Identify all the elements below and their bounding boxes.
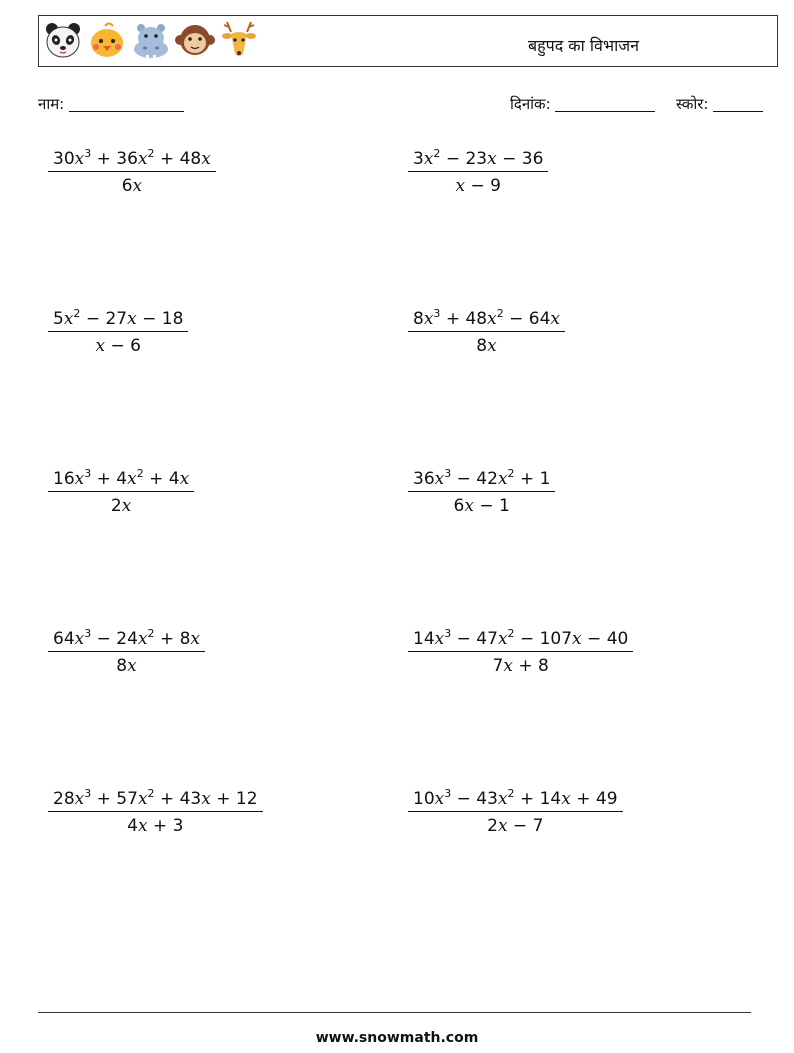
fraction <box>408 148 548 197</box>
fraction <box>408 628 633 677</box>
date-blank[interactable] <box>555 97 655 112</box>
worksheet-title: बहुपद का विभाजन <box>528 36 640 55</box>
problem-1 <box>48 148 216 197</box>
denominator: 8x <box>476 336 497 356</box>
denominator: 2x − 7 <box>487 816 544 836</box>
denominator: 6x <box>121 176 143 196</box>
denominator: 6x − 1 <box>453 496 510 516</box>
problem-10 <box>408 788 623 837</box>
name-label: नाम: <box>38 95 65 113</box>
numerator: $16x^3 + 4x^2 + 4x$ <box>48 468 194 492</box>
denominator: x − 9 <box>455 176 501 196</box>
deer-icon <box>219 20 259 60</box>
worksheet-header <box>38 15 778 67</box>
denominator: 7x + 8 <box>492 656 549 676</box>
fraction <box>48 468 194 517</box>
numerator: $5x^2 - 27x - 18$ <box>48 308 188 332</box>
problem-3 <box>48 308 188 357</box>
problem-2 <box>408 148 548 197</box>
fraction <box>48 308 188 357</box>
score-field <box>676 94 763 114</box>
fraction <box>48 148 216 197</box>
footer-divider <box>38 1012 751 1013</box>
problem-6 <box>408 468 555 517</box>
date-label: दिनांक: <box>510 95 551 113</box>
problem-8 <box>408 628 633 677</box>
panda-icon <box>43 20 83 60</box>
denominator: 2x <box>110 496 132 516</box>
fraction <box>48 788 263 837</box>
problem-7 <box>48 628 205 677</box>
problem-4 <box>408 308 565 357</box>
numerator: $8x^3 + 48x^2 - 64x$ <box>408 308 565 332</box>
chick-icon <box>87 20 127 60</box>
score-label: स्कोर: <box>676 95 709 113</box>
numerator: $36x^3 - 42x^2 + 1$ <box>408 468 555 492</box>
name-blank[interactable] <box>69 97 184 112</box>
fraction <box>408 468 555 517</box>
numerator: $10x^3 - 43x^2 + 14x + 49$ <box>408 788 623 812</box>
monkey-icon <box>175 20 215 60</box>
numerator: $28x^3 + 57x^2 + 43x + 12$ <box>48 788 263 812</box>
denominator: 8x <box>116 656 137 676</box>
footer-website: www.snowmath.com <box>315 1030 479 1046</box>
animal-icons <box>43 20 259 60</box>
problem-9 <box>48 788 263 837</box>
problem-5 <box>48 468 194 517</box>
name-field <box>38 94 184 114</box>
denominator: 4x + 3 <box>127 816 184 836</box>
fraction <box>408 308 565 357</box>
denominator: x − 6 <box>95 336 141 356</box>
numerator: $3x^2 - 23x - 36$ <box>408 148 548 172</box>
numerator: $14x^3 - 47x^2 - 107x - 40$ <box>408 628 633 652</box>
fraction <box>408 788 623 837</box>
score-blank[interactable] <box>713 97 763 112</box>
numerator: $30x^3 + 36x^2 + 48x$ <box>48 148 216 172</box>
numerator: $64x^3 - 24x^2 + 8x$ <box>48 628 205 652</box>
fraction <box>48 628 205 677</box>
hippo-icon <box>131 20 171 60</box>
date-field <box>510 94 655 114</box>
